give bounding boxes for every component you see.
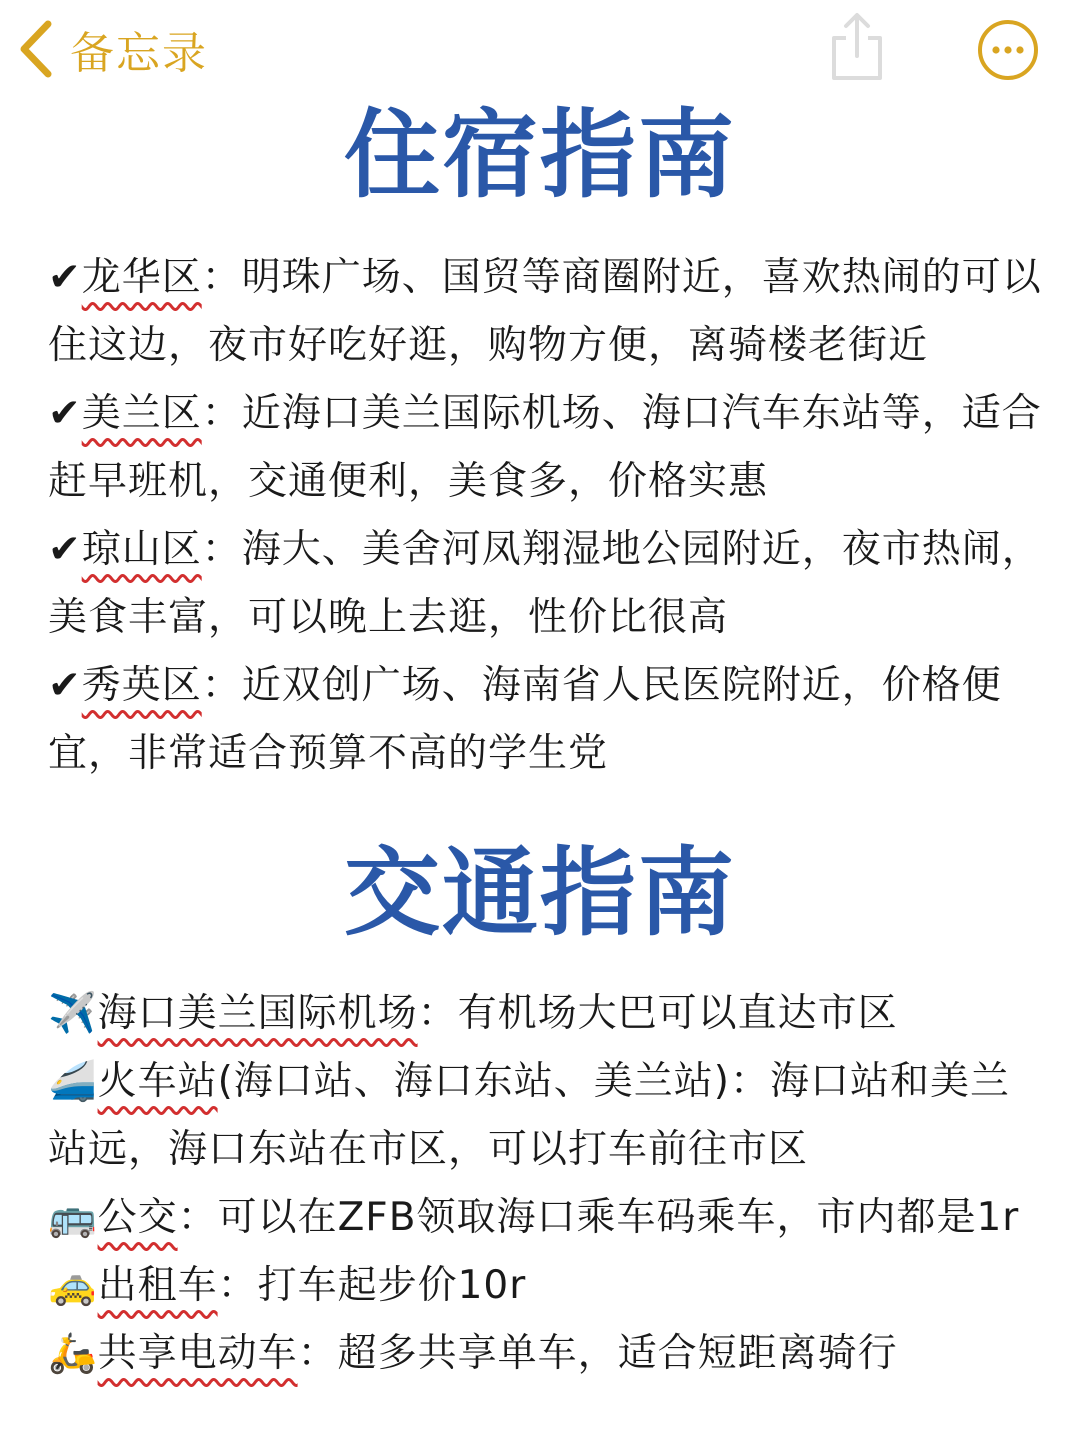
transport-guide-title: 交通指南 <box>344 837 736 949</box>
transport-list <box>48 980 1048 1388</box>
lodging-guide-title: 住宿指南 <box>344 99 736 211</box>
lodging-item-lead: 琼山区 <box>81 527 202 572</box>
airplane-icon: ✈️ <box>48 991 98 1036</box>
lodging-item-text: ：海大、美舍河凤翔湿地公园附近，夜市热闹，美食丰富，可以晚上去逛，性价比很高 <box>48 527 1042 640</box>
back-label: 备忘录 <box>70 28 208 79</box>
lodging-item-text: ：明珠广场、国贸等商圈附近，喜欢热闹的可以住这边，夜市好吃好逛，购物方便，离骑楼老街近 <box>48 255 1042 368</box>
bus-icon: 🚌 <box>48 1195 98 1240</box>
navigation-bar <box>0 0 1080 100</box>
lodging-item-lead: 秀英区 <box>81 663 202 708</box>
more-icon[interactable] <box>976 18 1040 82</box>
checkmark-icon: ✔ <box>48 391 82 436</box>
transport-item-lead: 出租车 <box>97 1263 218 1308</box>
lodging-item-xiuying <box>48 652 1048 788</box>
transport-item-lead: 海口美兰国际机场 <box>97 991 418 1036</box>
lodging-item-lead: 美兰区 <box>81 391 202 436</box>
checkmark-icon: ✔ <box>48 527 82 572</box>
lodging-item-lead: 龙华区 <box>81 255 202 300</box>
transport-item-lead: 火车站 <box>97 1059 218 1104</box>
lodging-item-text: ：近双创广场、海南省人民医院附近，价格便宜，非常适合预算不高的学生党 <box>48 663 1002 776</box>
transport-item-taxi <box>48 1252 1048 1320</box>
back-button[interactable] <box>14 18 208 80</box>
lodging-item-meilan <box>48 380 1048 516</box>
transport-item-text: (海口站、海口东站、美兰站)：海口站和美兰站远，海口东站在市区，可以打车前往市区 <box>48 1059 1011 1172</box>
transport-item-lead: 公交 <box>97 1195 178 1240</box>
transport-item-text: ：可以在ZFB领取海口乘车码乘车，市内都是1r <box>177 1195 1020 1240</box>
transport-item-train <box>48 1048 1048 1184</box>
transport-item-text: ：超多共享单车，适合短距离骑行 <box>297 1331 898 1376</box>
share-icon[interactable] <box>826 10 888 82</box>
checkmark-icon: ✔ <box>48 255 82 300</box>
transport-item-text: ：打车起步价10r <box>217 1263 527 1308</box>
chevron-left-icon <box>14 18 58 80</box>
transport-item-bus <box>48 1184 1048 1252</box>
taxi-icon: 🚕 <box>48 1263 98 1308</box>
transport-item-lead: 共享电动车 <box>97 1331 298 1376</box>
transport-item-text: ：有机场大巴可以直达市区 <box>417 991 898 1036</box>
lodging-item-longhua <box>48 244 1048 380</box>
lodging-item-text: ：近海口美兰国际机场、海口汽车东站等，适合赶早班机，交通便利，美食多，价格实惠 <box>48 391 1042 504</box>
transport-item-airport <box>48 980 1048 1048</box>
train-icon: 🚄 <box>48 1059 98 1104</box>
checkmark-icon: ✔ <box>48 663 82 708</box>
transport-item-ebike <box>48 1320 1048 1388</box>
scooter-icon: 🛵 <box>48 1331 98 1376</box>
lodging-item-qiongshan <box>48 516 1048 652</box>
lodging-list <box>48 244 1048 788</box>
